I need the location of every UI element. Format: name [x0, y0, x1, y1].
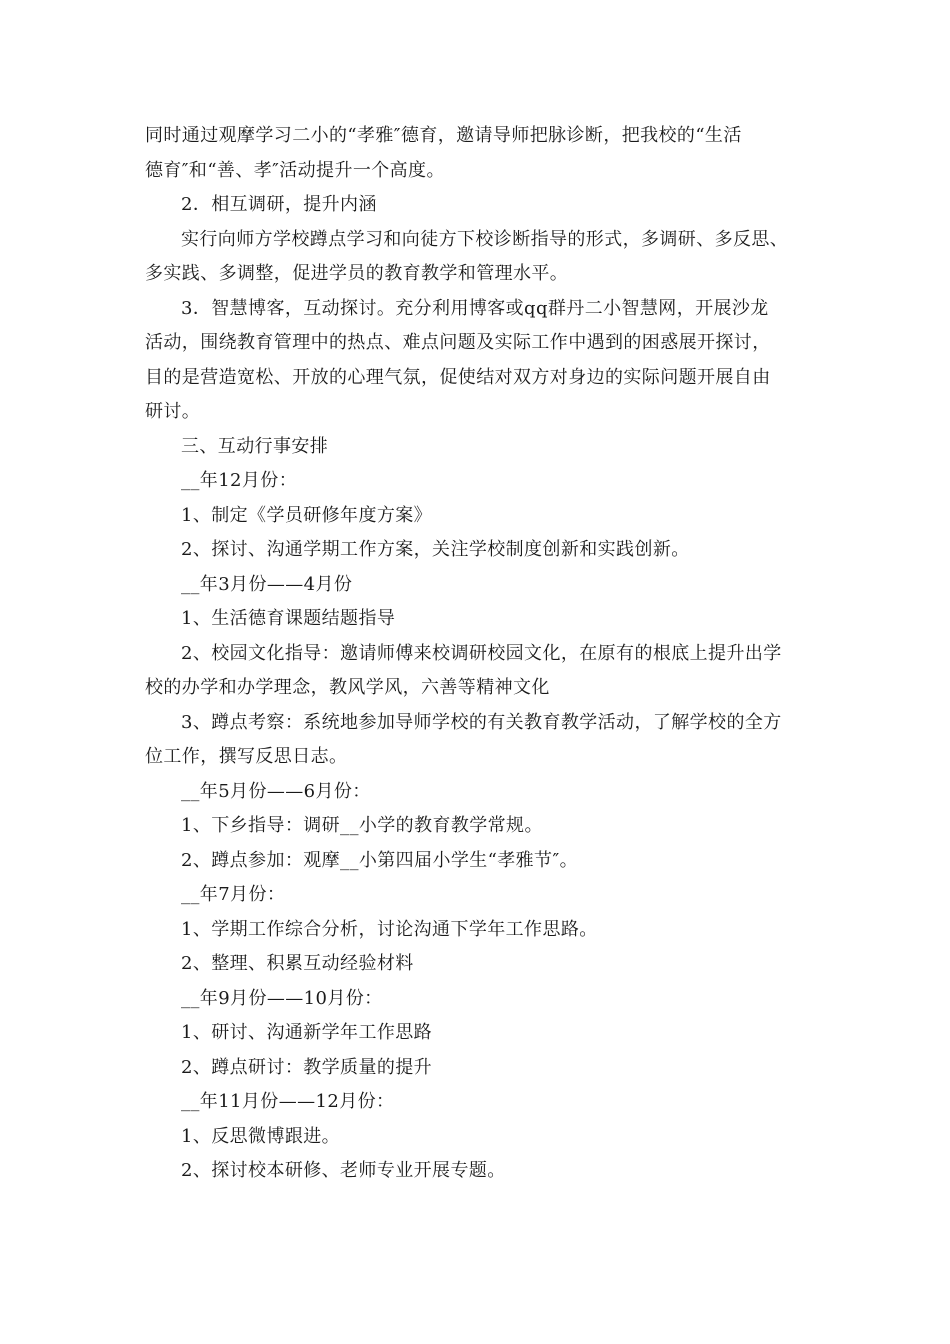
paragraph-line: __年5月份——6月份： — [181, 780, 371, 802]
paragraph-line: 研讨。 — [145, 401, 201, 422]
paragraph-line: 三、互动行事安排 — [181, 435, 329, 457]
paragraph-line: __年7月份： — [181, 884, 286, 905]
paragraph-line: 3、蹲点考察：系统地参加导师学校的有关教育教学活动，了解学校的全方 — [181, 711, 782, 733]
paragraph-line: 1、制定《学员研修年度方案》 — [181, 504, 433, 526]
paragraph-line: 1、学期工作综合分析，讨论沟通下学年工作思路。 — [181, 918, 598, 940]
paragraph-line: 2、探讨、沟通学期工作方案，关注学校制度创新和实践创新。 — [181, 539, 690, 560]
paragraph-line: 3．智慧博客，互动探讨。充分利用博客或qq群丹二小智慧网，开展沙龙 — [181, 297, 769, 319]
paragraph-line: 1、研讨、沟通新学年工作思路 — [181, 1022, 433, 1043]
paragraph-line: 多实践、多调整，促进学员的教育教学和管理水平。 — [145, 263, 569, 284]
paragraph-line: 2、蹲点研讨：教学质量的提升 — [181, 1056, 433, 1078]
paragraph-line: 1、下乡指导：调研__小学的教育教学常规。 — [181, 815, 543, 836]
paragraph-line: __年12月份： — [181, 470, 298, 491]
paragraph-line: 德育″和“善、孝″活动提升一个高度。 — [145, 159, 445, 181]
paragraph-line: 2、探讨校本研修、老师专业开展专题。 — [181, 1160, 506, 1181]
paragraph-line: 目的是营造宽松、开放的心理气氛，促使结对双方对身边的实际问题开展自由 — [145, 366, 771, 388]
paragraph-line: 2．相互调研，提升内涵 — [181, 194, 377, 215]
paragraph-line: 2、蹲点参加：观摩__小第四届小学生“孝雅节″。 — [181, 849, 578, 871]
paragraph-line: 2、校园文化指导：邀请师傅来校调研校园文化，在原有的根底上提升出学 — [181, 642, 782, 664]
paragraph-line: 实行向师方学校蹲点学习和向徒方下校诊断指导的形式，多调研、多反思、 — [181, 228, 789, 250]
paragraph-line: 同时通过观摩学习二小的“孝雅″德育，邀请导师把脉诊断，把我校的“生活 — [145, 125, 742, 146]
paragraph-line: 校的办学和办学理念，教风学风，六善等精神文化 — [145, 677, 550, 698]
paragraph-line: __年9月份——10月份： — [181, 987, 383, 1009]
paragraph-line: 位工作，撰写反思日志。 — [145, 746, 348, 767]
paragraph-line: 1、生活德育课题结题指导 — [181, 608, 396, 629]
paragraph-line: 活动，围绕教育管理中的热点、难点问题及实际工作中遇到的困惑展开探讨， — [145, 332, 771, 353]
paragraph-line: 2、整理、积累互动经验材料 — [181, 953, 414, 974]
paragraph-line: __年11月份——12月份： — [181, 1091, 395, 1112]
paragraph-line: __年3月份——4月份 — [181, 573, 353, 595]
paragraph-line: 1、反思微博跟进。 — [181, 1125, 341, 1147]
document-body — [145, 119, 815, 1189]
